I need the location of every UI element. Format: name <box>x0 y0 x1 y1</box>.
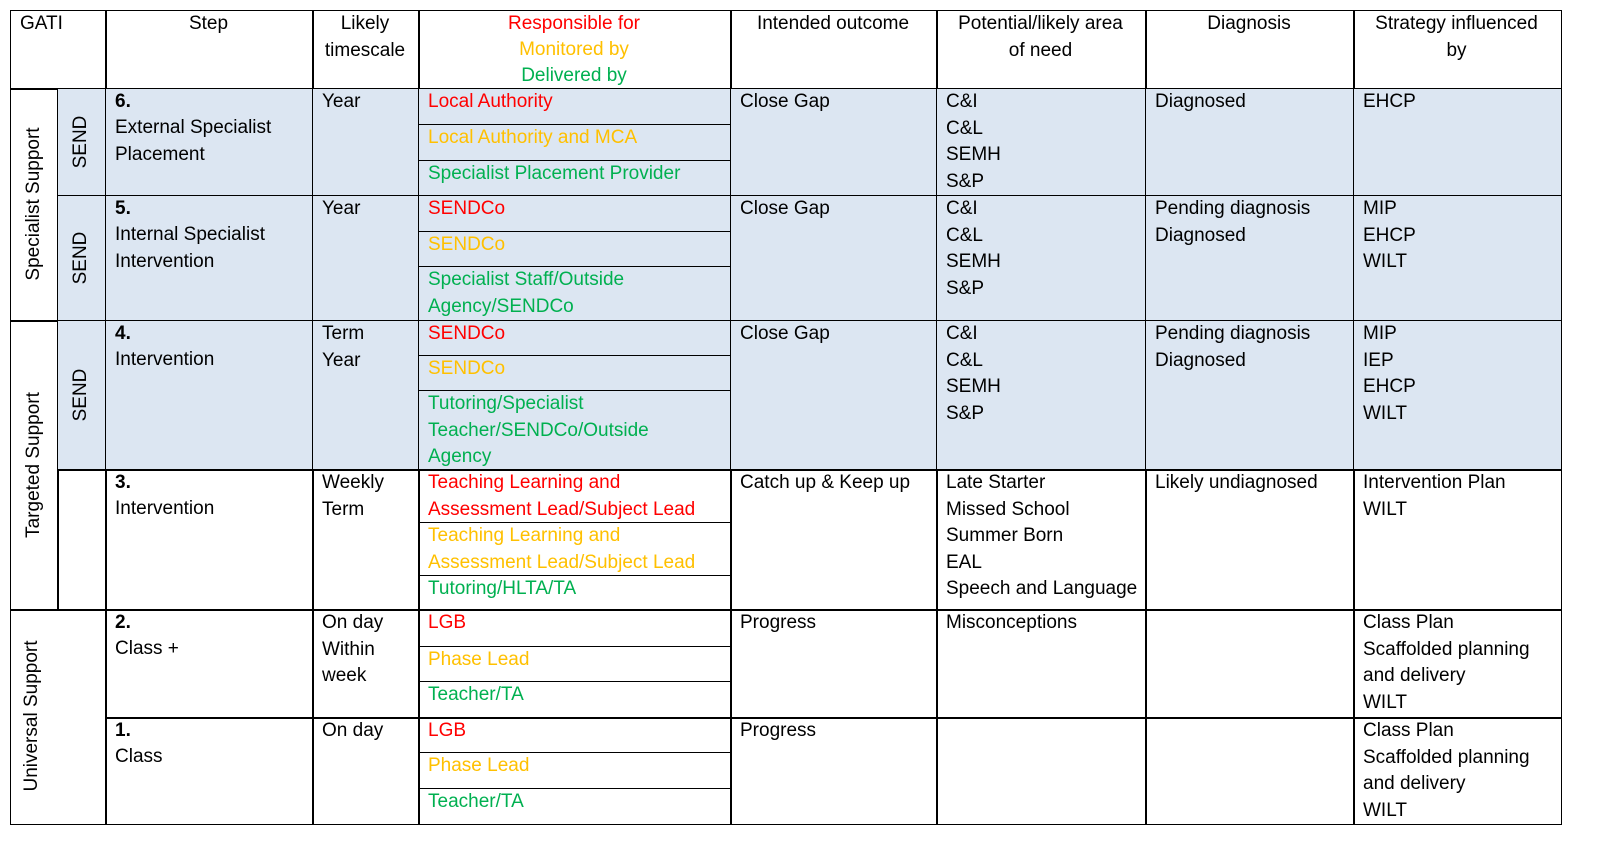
strategy-line: WILT <box>1363 251 1407 272</box>
step-name-line: Internal Specialist <box>115 224 265 245</box>
area-of-need <box>946 470 1137 603</box>
diagnosis-line: Likely undiagnosed <box>1155 472 1318 493</box>
group-targeted-label: Targeted Support <box>22 391 44 538</box>
strategy-line: and delivery <box>1363 773 1466 794</box>
timescale-line: On day <box>322 612 384 633</box>
monitored-by-line: Local Authority and MCA <box>428 127 638 148</box>
strategy-line: WILT <box>1363 402 1407 424</box>
area-of-need-line: S&P <box>946 402 985 424</box>
delivered-by-line: Agency/SENDCo <box>428 295 574 317</box>
strategy-line: Scaffolded planning <box>1363 638 1530 660</box>
step-number <box>115 470 131 497</box>
step-name-line: Intervention <box>115 250 215 272</box>
step-name-line: External Specialist <box>115 117 272 138</box>
group-universal-label: Universal Support <box>20 640 42 792</box>
header-step <box>105 11 312 38</box>
area-of-need-line: S&P <box>946 277 985 299</box>
intended-outcome-line: Close Gap <box>740 91 830 112</box>
step-number <box>115 89 131 116</box>
timescale-line: Weekly <box>322 472 384 493</box>
responsible-for <box>428 321 505 348</box>
intended-outcome-line: Close Gap <box>740 198 830 219</box>
responsible-for <box>428 718 466 745</box>
monitored-by <box>428 647 529 674</box>
step-name <box>115 347 214 374</box>
delivered-by <box>428 161 680 188</box>
delivered-by <box>428 267 624 320</box>
timescale <box>322 470 384 523</box>
timescale-line: Year <box>322 91 361 112</box>
timescale <box>322 610 383 690</box>
header-step-text: Step <box>188 13 229 34</box>
area-of-need-line: C&I <box>946 323 978 344</box>
header-diagnosis <box>1145 11 1353 38</box>
step-name <box>115 115 271 168</box>
monitored-by-line: Phase Lead <box>428 649 530 670</box>
delivered-by-line: Tutoring/HLTA/TA <box>428 578 577 599</box>
monitored-by <box>428 356 505 383</box>
delivered-by-line: Specialist Staff/Outside <box>428 269 625 290</box>
delivered-by <box>428 789 524 816</box>
header-outcome <box>730 11 936 38</box>
responsible-for <box>428 610 466 637</box>
header-gati <box>20 11 63 38</box>
responsible-for-line: LGB <box>428 720 467 741</box>
row-2-cell <box>105 609 314 719</box>
strategy <box>1363 321 1416 427</box>
step-number-text: 4. <box>115 323 131 344</box>
delivered-by-line: Agency <box>428 446 492 467</box>
step-number-text: 6. <box>115 91 131 112</box>
row-1-cell <box>1145 717 1355 825</box>
delivered-by-line: Tutoring/Specialist <box>428 393 584 414</box>
intended-outcome-line: Progress <box>740 720 817 741</box>
delivered-by-line: Teacher/SENDCo/Outside <box>428 419 649 441</box>
step-number <box>115 610 131 637</box>
header-timescale-line: Likely <box>340 13 390 34</box>
step-number <box>115 196 131 223</box>
group-specialist-label: Specialist Support <box>22 127 44 281</box>
area-of-need-line: SEMH <box>946 376 1001 397</box>
intended-outcome <box>740 89 830 116</box>
diagnosis <box>1155 196 1310 249</box>
area-of-need-line: C&L <box>946 224 983 246</box>
monitored-by <box>428 125 637 152</box>
strategy <box>1363 196 1416 276</box>
delivered-by <box>428 682 524 709</box>
responsible-for-line: Assessment Lead/Subject Lead <box>428 498 696 520</box>
monitored-by <box>428 523 695 576</box>
monitored-by-line: SENDCo <box>428 234 506 255</box>
strategy-line: Scaffolded planning <box>1363 746 1530 768</box>
strategy <box>1363 718 1530 824</box>
diagnosis <box>1155 89 1246 116</box>
delivered-by <box>428 391 649 471</box>
step-number-text: 2. <box>115 612 131 633</box>
header-responsible-text: Responsible for <box>507 13 641 34</box>
header-need-line: of need <box>1008 39 1073 61</box>
header-strategy <box>1353 11 1560 64</box>
area-of-need-line: Speech and Language <box>946 578 1138 599</box>
area-of-need <box>946 321 1001 427</box>
area-of-need-line: C&L <box>946 349 983 371</box>
timescale-line: On day <box>322 720 384 741</box>
step-name <box>115 222 265 275</box>
monitored-by <box>428 753 529 780</box>
header-gati-text: GATI <box>20 13 63 34</box>
step-number <box>115 321 131 348</box>
strategy <box>1363 470 1506 523</box>
header-monitored-text: Monitored by <box>519 39 629 60</box>
send-label: SEND <box>70 368 91 421</box>
intended-outcome-line: Close Gap <box>740 323 830 344</box>
area-of-need <box>946 89 1001 195</box>
area-of-need <box>946 196 1001 302</box>
step-name <box>115 744 163 771</box>
step-name-line: Intervention <box>115 498 215 519</box>
header-need <box>936 11 1145 64</box>
intended-outcome <box>740 718 816 745</box>
intended-outcome <box>740 470 910 497</box>
timescale-line: Term <box>322 323 365 344</box>
diagnosis-line: Diagnosed <box>1155 349 1246 371</box>
strategy-line: EHCP <box>1363 91 1416 112</box>
intended-outcome <box>740 196 830 223</box>
send-cell-3 <box>57 469 107 611</box>
area-of-need-line: C&I <box>946 91 978 112</box>
diagnosis <box>1155 470 1318 497</box>
area-of-need-line: Late Starter <box>946 472 1046 493</box>
intended-outcome-line: Catch up & Keep up <box>740 472 911 493</box>
area-of-need-line: Summer Born <box>946 525 1064 546</box>
timescale <box>322 196 360 223</box>
responsible-for <box>428 89 553 116</box>
strategy-line: MIP <box>1363 323 1397 344</box>
timescale-line: Term <box>322 498 365 520</box>
row-1-cell <box>936 717 1147 825</box>
step-name-line: Placement <box>115 143 205 165</box>
monitored-by <box>428 232 505 259</box>
header-outcome-text: Intended outcome <box>756 13 910 34</box>
responsible-for-line: Local Authority <box>428 91 553 112</box>
area-of-need-line: S&P <box>946 170 985 192</box>
diagnosis-line: Pending diagnosis <box>1155 323 1311 344</box>
delivered-by-line: Teacher/TA <box>428 684 524 705</box>
timescale-line: week <box>322 665 367 686</box>
responsible-for-line: Teaching Learning and <box>428 472 621 493</box>
diagnosis-line: Diagnosed <box>1155 224 1246 246</box>
area-of-need-line: Misconceptions <box>946 612 1077 633</box>
responsible-for <box>428 470 695 523</box>
intended-outcome <box>740 610 816 637</box>
row-2-cell <box>1145 609 1355 719</box>
delivered-by-line: Specialist Placement Provider <box>428 163 681 184</box>
timescale-line: Year <box>322 349 361 371</box>
step-number <box>115 718 131 745</box>
step-number-text: 5. <box>115 198 131 219</box>
step-name-line: Class <box>115 746 163 767</box>
monitored-by-line: Phase Lead <box>428 755 530 776</box>
monitored-by-line: SENDCo <box>428 358 506 379</box>
responsible-for <box>428 196 505 223</box>
send-label: SEND <box>70 115 91 168</box>
diagnosis-line: Pending diagnosis <box>1155 198 1311 219</box>
responsible-for-line: SENDCo <box>428 198 506 219</box>
header-timescale <box>312 11 418 64</box>
step-name <box>115 636 179 663</box>
area-of-need-line: SEMH <box>946 251 1001 272</box>
diagnosis-line: Diagnosed <box>1155 91 1246 112</box>
monitored-by-line: Assessment Lead/Subject Lead <box>428 551 696 573</box>
step-name-line: Intervention <box>115 349 215 370</box>
step-name-line: Class + <box>115 638 179 659</box>
strategy-line: and delivery <box>1363 665 1466 686</box>
header-need-line: Potential/likely area <box>958 13 1123 34</box>
step-number-text: 3. <box>115 472 131 493</box>
header-timescale-line: timescale <box>324 39 406 61</box>
strategy-line: EHCP <box>1363 376 1416 397</box>
header-strategy-line: by <box>1446 39 1467 61</box>
send-label: SEND <box>70 231 91 284</box>
strategy-line: WILT <box>1363 498 1407 520</box>
area-of-need-line: Missed School <box>946 498 1070 520</box>
strategy-line: IEP <box>1363 349 1394 371</box>
area-of-need-line: SEMH <box>946 144 1001 165</box>
strategy <box>1363 610 1530 716</box>
responsible-for-line: SENDCo <box>428 323 506 344</box>
header-monitored <box>418 37 730 64</box>
timescale <box>322 321 364 374</box>
timescale <box>322 89 360 116</box>
strategy-line: Class Plan <box>1363 720 1454 741</box>
header-delivered <box>418 63 730 90</box>
area-of-need-line: C&I <box>946 198 978 219</box>
area-of-need <box>946 610 1077 637</box>
strategy-line: Intervention Plan <box>1363 472 1506 493</box>
strategy-line: WILT <box>1363 799 1407 821</box>
responsible-for-line: LGB <box>428 612 467 633</box>
row-3-cell <box>105 469 314 611</box>
timescale-line: Year <box>322 198 361 219</box>
delivered-by <box>428 576 576 603</box>
area-of-need-line: EAL <box>946 551 982 573</box>
strategy <box>1363 89 1416 116</box>
intended-outcome <box>740 321 830 348</box>
timescale <box>322 718 383 745</box>
intended-outcome-line: Progress <box>740 612 817 633</box>
timescale-line: Within <box>322 638 375 660</box>
diagnosis <box>1155 321 1310 374</box>
delivered-by-line: Teacher/TA <box>428 791 524 812</box>
row-1-cell <box>105 717 314 825</box>
header-diagnosis-text: Diagnosis <box>1207 13 1291 34</box>
area-of-need-line: C&L <box>946 117 983 139</box>
step-number-text: 1. <box>115 720 131 741</box>
header-responsible <box>418 11 730 38</box>
header-strategy-line: Strategy influenced <box>1375 13 1538 34</box>
strategy-line: Class Plan <box>1363 612 1454 633</box>
step-name <box>115 496 214 523</box>
strategy-line: MIP <box>1363 198 1397 219</box>
strategy-line: EHCP <box>1363 224 1416 246</box>
monitored-by-line: Teaching Learning and <box>428 525 621 546</box>
strategy-line: WILT <box>1363 691 1407 713</box>
row-4-cell <box>105 320 314 471</box>
header-delivered-text: Delivered by <box>521 65 627 86</box>
